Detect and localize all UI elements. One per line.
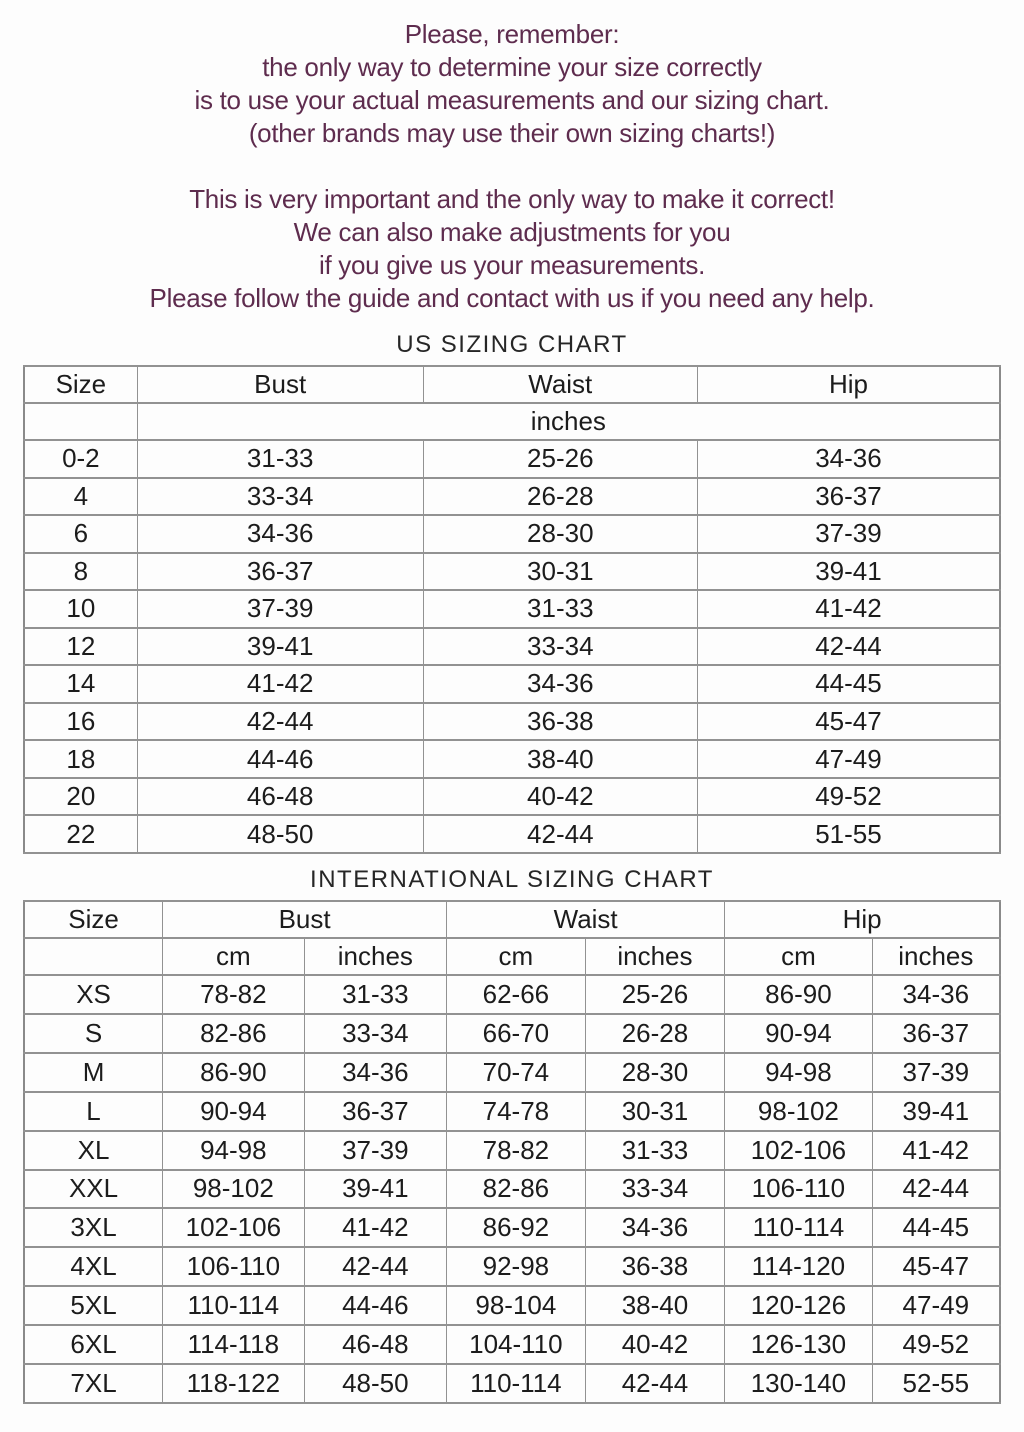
table-row xyxy=(24,815,1000,853)
table-cell: 45-47 xyxy=(697,703,1000,741)
table-cell: 18 xyxy=(24,740,137,778)
intl-chart-title: INTERNATIONAL SIZING CHART xyxy=(310,866,714,893)
table-cell: 33-34 xyxy=(304,1014,446,1053)
us-table-header-row xyxy=(24,366,1000,403)
table-cell: 44-46 xyxy=(137,740,423,778)
table-cell: 16 xyxy=(24,703,137,741)
column-header-size: Size xyxy=(24,366,137,403)
table-cell: 82-86 xyxy=(447,1170,586,1209)
table-row xyxy=(24,1208,1000,1247)
table-cell: 39-41 xyxy=(872,1092,1000,1131)
intro-group-2 xyxy=(0,183,1024,315)
table-cell: 104-110 xyxy=(447,1325,586,1364)
table-cell: 26-28 xyxy=(423,478,697,516)
unit-label-inches: inches xyxy=(137,403,1000,440)
empty-cell xyxy=(24,938,163,975)
intro-line: if you give us your measurements. xyxy=(318,250,706,280)
table-cell: 36-37 xyxy=(872,1014,1000,1053)
table-cell: 62-66 xyxy=(447,975,586,1014)
table-cell: 37-39 xyxy=(872,1053,1000,1092)
table-cell: 42-44 xyxy=(423,815,697,853)
table-cell: 36-37 xyxy=(304,1092,446,1131)
table-cell: 44-45 xyxy=(697,665,1000,703)
table-cell: 7XL xyxy=(24,1364,163,1403)
table-row xyxy=(24,1053,1000,1092)
table-row xyxy=(24,1092,1000,1131)
table-cell: 94-98 xyxy=(725,1053,872,1092)
table-cell: 94-98 xyxy=(163,1131,305,1170)
unit-label-hip-inches: inches xyxy=(872,938,1000,975)
table-cell: 33-34 xyxy=(585,1170,725,1209)
table-cell: 34-36 xyxy=(585,1208,725,1247)
column-header-hip: Hip xyxy=(697,366,1000,403)
table-cell: 92-98 xyxy=(447,1247,586,1286)
table-cell: 0-2 xyxy=(24,440,137,478)
table-cell: 90-94 xyxy=(725,1014,872,1053)
table-cell: 36-37 xyxy=(137,553,423,591)
table-cell: 20 xyxy=(24,778,137,816)
table-cell: 34-36 xyxy=(872,975,1000,1014)
table-cell: 110-114 xyxy=(725,1208,872,1247)
table-cell: 41-42 xyxy=(304,1208,446,1247)
table-cell: XXL xyxy=(24,1170,163,1209)
table-cell: 8 xyxy=(24,553,137,591)
table-cell: 31-33 xyxy=(137,440,423,478)
table-cell: 30-31 xyxy=(585,1092,725,1131)
table-cell: 5XL xyxy=(24,1286,163,1325)
table-cell: 114-118 xyxy=(163,1325,305,1364)
table-cell: 74-78 xyxy=(447,1092,586,1131)
table-cell: 37-39 xyxy=(137,590,423,628)
table-cell: 40-42 xyxy=(585,1325,725,1364)
column-header-waist: Waist xyxy=(423,366,697,403)
table-cell: 12 xyxy=(24,628,137,666)
table-cell: 34-36 xyxy=(304,1053,446,1092)
table-cell: 37-39 xyxy=(304,1131,446,1170)
table-cell: 46-48 xyxy=(304,1325,446,1364)
table-cell: 126-130 xyxy=(725,1325,872,1364)
table-row xyxy=(24,1286,1000,1325)
table-row xyxy=(24,740,1000,778)
table-cell: 49-52 xyxy=(872,1325,1000,1364)
intro-line: (other brands may use their own sizing charts!) xyxy=(248,118,776,148)
table-cell: 78-82 xyxy=(447,1131,586,1170)
table-cell: 86-92 xyxy=(447,1208,586,1247)
us-table-unit-row xyxy=(24,403,1000,440)
table-row xyxy=(24,628,1000,666)
table-cell: 31-33 xyxy=(585,1131,725,1170)
intl-table-body xyxy=(24,975,1000,1403)
table-cell: 130-140 xyxy=(725,1364,872,1403)
table-row xyxy=(24,553,1000,591)
table-cell: L xyxy=(24,1092,163,1131)
table-row xyxy=(24,665,1000,703)
us-sizing-table xyxy=(23,365,1001,854)
table-cell: 90-94 xyxy=(163,1092,305,1131)
table-cell: 25-26 xyxy=(585,975,725,1014)
table-cell: 34-36 xyxy=(423,665,697,703)
table-cell: 98-104 xyxy=(447,1286,586,1325)
table-cell: 42-44 xyxy=(304,1247,446,1286)
table-cell: 39-41 xyxy=(304,1170,446,1209)
table-cell: 51-55 xyxy=(697,815,1000,853)
unit-label-waist-cm: cm xyxy=(447,938,586,975)
table-cell: 34-36 xyxy=(697,440,1000,478)
table-cell: 42-44 xyxy=(137,703,423,741)
table-row xyxy=(24,1364,1000,1403)
table-cell: 30-31 xyxy=(423,553,697,591)
unit-label-hip-cm: cm xyxy=(725,938,872,975)
table-cell: 42-44 xyxy=(585,1364,725,1403)
table-cell: 37-39 xyxy=(697,515,1000,553)
table-cell: 41-42 xyxy=(137,665,423,703)
table-row xyxy=(24,1131,1000,1170)
table-cell: 36-37 xyxy=(697,478,1000,516)
column-header-size: Size xyxy=(24,901,163,938)
table-cell: 44-46 xyxy=(304,1286,446,1325)
table-cell: 47-49 xyxy=(872,1286,1000,1325)
table-cell: 38-40 xyxy=(423,740,697,778)
table-cell: 42-44 xyxy=(697,628,1000,666)
table-cell: 102-106 xyxy=(163,1208,305,1247)
table-cell: S xyxy=(24,1014,163,1053)
table-cell: 52-55 xyxy=(872,1364,1000,1403)
table-row xyxy=(24,778,1000,816)
table-cell: 102-106 xyxy=(725,1131,872,1170)
table-cell: 34-36 xyxy=(137,515,423,553)
table-cell: M xyxy=(24,1053,163,1092)
table-cell: 86-90 xyxy=(163,1053,305,1092)
table-cell: 40-42 xyxy=(423,778,697,816)
table-cell: 28-30 xyxy=(585,1053,725,1092)
table-cell: 39-41 xyxy=(137,628,423,666)
table-cell: 98-102 xyxy=(725,1092,872,1131)
table-row xyxy=(24,515,1000,553)
table-cell: 110-114 xyxy=(447,1364,586,1403)
column-header-hip: Hip xyxy=(725,901,1000,938)
table-cell: 47-49 xyxy=(697,740,1000,778)
empty-cell xyxy=(24,403,137,440)
table-cell: 86-90 xyxy=(725,975,872,1014)
table-row xyxy=(24,703,1000,741)
unit-label-waist-inches: inches xyxy=(585,938,725,975)
intro-line: is to use your actual measurements and our sizing chart. xyxy=(194,85,830,115)
intro-text xyxy=(0,0,1024,315)
table-row xyxy=(24,1247,1000,1286)
column-header-bust: Bust xyxy=(137,366,423,403)
international-sizing-table xyxy=(23,900,1001,1404)
table-cell: 48-50 xyxy=(137,815,423,853)
table-cell: 45-47 xyxy=(872,1247,1000,1286)
intl-table-header-row xyxy=(24,901,1000,938)
table-cell: 28-30 xyxy=(423,515,697,553)
table-row xyxy=(24,478,1000,516)
column-header-waist: Waist xyxy=(447,901,725,938)
intro-line: Please follow the guide and contact with us if you need any help. xyxy=(149,283,875,313)
table-cell: 14 xyxy=(24,665,137,703)
table-cell: XS xyxy=(24,975,163,1014)
table-cell: 70-74 xyxy=(447,1053,586,1092)
table-cell: 98-102 xyxy=(163,1170,305,1209)
us-table-body xyxy=(24,440,1000,853)
table-cell: 106-110 xyxy=(725,1170,872,1209)
table-cell: 10 xyxy=(24,590,137,628)
table-cell: 82-86 xyxy=(163,1014,305,1053)
table-cell: 31-33 xyxy=(423,590,697,628)
table-row xyxy=(24,590,1000,628)
table-cell: 4 xyxy=(24,478,137,516)
table-cell: 6XL xyxy=(24,1325,163,1364)
intro-line: the only way to determine your size correctly xyxy=(262,52,762,82)
us-chart-title: US SIZING CHART xyxy=(396,331,628,358)
intl-table-unit-row xyxy=(24,938,1000,975)
table-cell: 26-28 xyxy=(585,1014,725,1053)
table-cell: 22 xyxy=(24,815,137,853)
table-cell: 31-33 xyxy=(304,975,446,1014)
table-cell: 106-110 xyxy=(163,1247,305,1286)
table-cell: 110-114 xyxy=(163,1286,305,1325)
table-cell: 78-82 xyxy=(163,975,305,1014)
table-row xyxy=(24,1170,1000,1209)
table-cell: 6 xyxy=(24,515,137,553)
table-cell: 36-38 xyxy=(585,1247,725,1286)
table-cell: 44-45 xyxy=(872,1208,1000,1247)
table-cell: 41-42 xyxy=(697,590,1000,628)
intro-line: This is very important and the only way to make it correct! xyxy=(189,184,835,214)
table-cell: 4XL xyxy=(24,1247,163,1286)
table-cell: 36-38 xyxy=(423,703,697,741)
table-cell: 3XL xyxy=(24,1208,163,1247)
column-header-bust: Bust xyxy=(163,901,447,938)
table-cell: 114-120 xyxy=(725,1247,872,1286)
table-cell: XL xyxy=(24,1131,163,1170)
unit-label-bust-cm: cm xyxy=(163,938,305,975)
table-cell: 66-70 xyxy=(447,1014,586,1053)
table-cell: 48-50 xyxy=(304,1364,446,1403)
intro-line: Please, remember: xyxy=(404,19,620,49)
table-cell: 38-40 xyxy=(585,1286,725,1325)
table-row xyxy=(24,1325,1000,1364)
table-row xyxy=(24,440,1000,478)
table-cell: 25-26 xyxy=(423,440,697,478)
intro-line: We can also make adjustments for you xyxy=(293,217,731,247)
table-cell: 49-52 xyxy=(697,778,1000,816)
table-cell: 33-34 xyxy=(423,628,697,666)
table-cell: 42-44 xyxy=(872,1170,1000,1209)
table-cell: 46-48 xyxy=(137,778,423,816)
table-row xyxy=(24,1014,1000,1053)
table-cell: 41-42 xyxy=(872,1131,1000,1170)
table-cell: 33-34 xyxy=(137,478,423,516)
table-cell: 39-41 xyxy=(697,553,1000,591)
table-cell: 120-126 xyxy=(725,1286,872,1325)
unit-label-bust-inches: inches xyxy=(304,938,446,975)
table-row xyxy=(24,975,1000,1014)
table-cell: 118-122 xyxy=(163,1364,305,1403)
